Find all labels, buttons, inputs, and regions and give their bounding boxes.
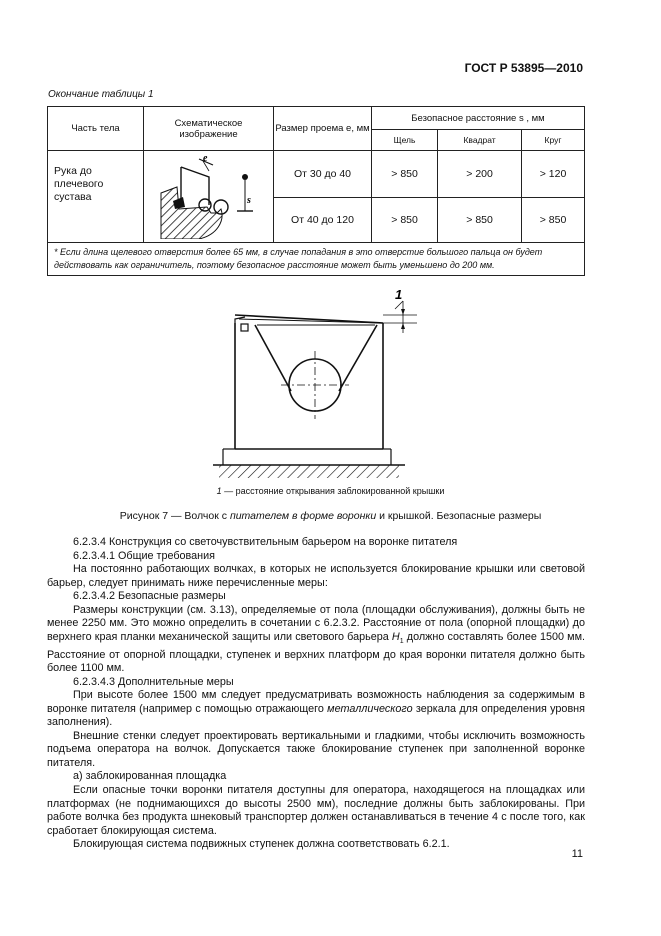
paragraph: На постоянно работающих волчках, в которых не используется блокирование крышки или световой барьер, следует принимать ниже перечисленные меры: xyxy=(47,563,585,589)
row1-opening: От 30 до 40 xyxy=(274,151,372,198)
section-6-2-3-4-2: 6.2.3.4.2 Безопасные размеры xyxy=(73,590,226,603)
header-part: Часть тела xyxy=(48,107,144,151)
header-round: Круг xyxy=(522,130,585,151)
header-safe-distance: Безопасное расстояние s , мм xyxy=(372,107,585,130)
paragraph: Блокирующая система подвижных ступенек должна соответствовать 6.2.1. xyxy=(73,838,450,851)
row-label: Рука до плечевого сустава xyxy=(48,151,144,243)
arm-schematic xyxy=(144,151,274,243)
arm-schematic-drawing xyxy=(159,151,259,239)
table-row xyxy=(48,151,585,198)
paragraph: Если опасные точки воронки питателя доступны для оператора, находящегося на площадках или платформах (не поднимающихся до высоты 2500 мм), последние должны быть заблокированы. При работе волчка без продукта шнековый транспортер должен останавливаться в течение 4 с после того, как сработает блокирующая система. xyxy=(47,784,585,837)
figure-callout-1: 1 xyxy=(395,287,403,302)
sketch-label-e: e xyxy=(202,153,207,164)
document-header: ГОСТ Р 53895—2010 xyxy=(464,61,583,75)
table-caption: Окончание таблицы 1 xyxy=(48,89,154,100)
row1-square: > 200 xyxy=(438,151,522,198)
paragraph: При высоте более 1500 мм следует предусматривать возможность наблюдения за содержимым в воронке питателя (например с помощью отражающего металлического зеркала для определения уровня заполнения). xyxy=(47,689,585,729)
paragraph: Размеры конструкции (см. 3.13), определяемые от пола (площадки обслуживания), должны быть не менее 2250 мм. Это можно определить в сочетании с 6.2.3.2. Расстояние от пола (опорной площадки) до верхнего края планки механической защиты или светового барьера $H_1$ должно составлять более 1500 мм. Расстояние от опорной площадки, ступенек и верхних платформ до края воронки питателя должно быть более 1100 мм. xyxy=(47,603,585,675)
figure-caption: Рисунок 7 — Волчок с питателем в форме воронки и крышкой. Безопасные размеры xyxy=(119,510,542,522)
header-slot: Щель xyxy=(372,130,438,151)
header-square: Квадрат xyxy=(438,130,522,151)
table-footnote: * Если длина щелевого отверстия более 65 мм, в случае попадания в это отверстие большого пальца он будет действовать как ограничитель, поэтому безопасное расстояние может быть уменьшено до 200 мм. xyxy=(48,243,585,276)
row2-slot: > 850 xyxy=(372,197,438,243)
header-schematic: Схематическое изображение xyxy=(144,107,274,151)
figure-legend: 1 — расстояние открывания заблокированной крышки xyxy=(216,486,445,496)
safety-distance-table xyxy=(47,106,585,276)
body-text xyxy=(47,536,585,852)
sketch-label-s: s xyxy=(246,195,251,206)
mincer-figure xyxy=(205,283,425,479)
list-item-a: а) заблокированная площадка xyxy=(73,770,227,783)
page-number: 11 xyxy=(571,848,583,860)
row2-opening: От 40 до 120 xyxy=(274,197,372,243)
section-6-2-3-4-3: 6.2.3.4.3 Дополнительные меры xyxy=(73,675,234,688)
row1-slot: > 850 xyxy=(372,151,438,198)
row2-round: > 850 xyxy=(522,197,585,243)
row2-square: > 850 xyxy=(438,197,522,243)
section-6-2-3-4-1: 6.2.3.4.1 Общие требования xyxy=(73,549,216,562)
section-6-2-3-4: 6.2.3.4 Конструкция со светочувствительным барьером на воронке питателя xyxy=(73,536,458,548)
row1-round: > 120 xyxy=(522,151,585,198)
header-opening: Размер проема е, мм xyxy=(274,107,372,151)
paragraph: Внешние стенки следует проектировать вертикальными и гладкими, чтобы исключить возможность подъема оператора на волчок. Допускается также блокирование ступенек при заполненной воронке питателя. xyxy=(47,729,585,769)
